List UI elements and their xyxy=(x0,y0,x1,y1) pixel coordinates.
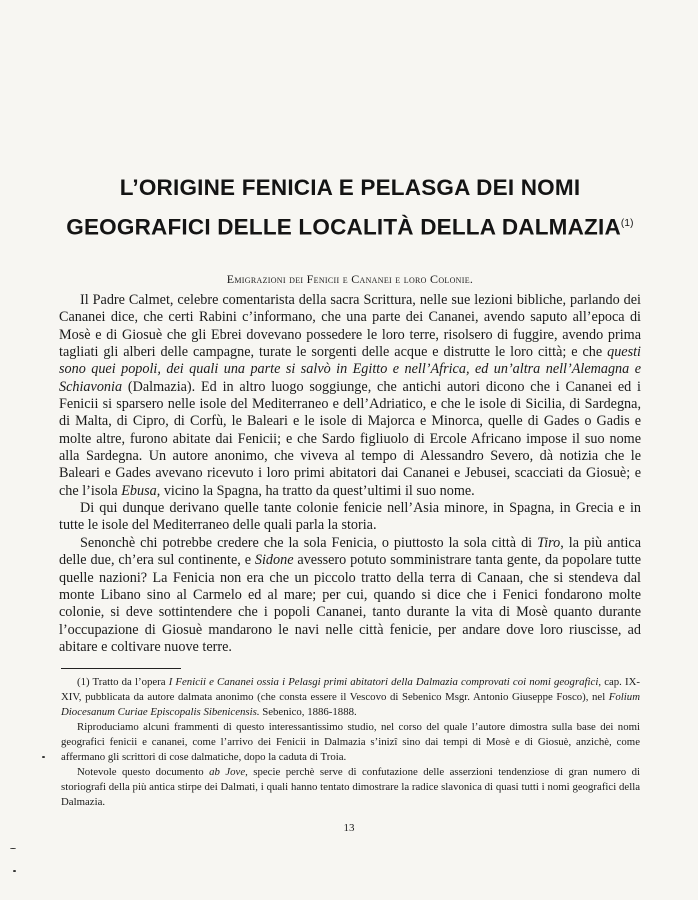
paragraph-1-italic-quote: questi sono quei popoli, dei quali una parte si salvò in Egitto e nell’Africa, ed un’altra nell’Alemagna e Schiavonia xyxy=(59,344,641,395)
scan-speck xyxy=(10,848,16,849)
paragraph-3 xyxy=(59,535,641,656)
paragraph-3-italic-tiro: Tiro xyxy=(537,534,561,551)
footnote-3-italic-ab-jove: ab Jove xyxy=(209,766,246,778)
footnote-1-text-e: Sebenico, 1886-1888. xyxy=(259,706,357,718)
page-number: 13 xyxy=(343,822,355,834)
title-line-2-text: GEOGRAFICI DELLE LOCALITÀ DELLA DALMAZIA xyxy=(66,214,621,240)
footnote-3-text-a: Notevole questo documento xyxy=(77,766,210,778)
paragraph-3-text-a: Senonchè chi potrebbe credere che la sola Fenicia, o piuttosto la sola città di xyxy=(80,534,538,551)
paragraph-1 xyxy=(59,292,641,500)
section-heading: Emigrazioni dei Fenicii e Cananei e loro Colonie. xyxy=(226,272,474,286)
footnote-1-italic-book-title: I Fenicii e Cananei ossia i Pelasgi primi abitatori della Dalmazia comprovati coi nomi geografici xyxy=(168,676,599,688)
footnote-1-italic-journal: Folium Diocesanum Curiae Episcopalis Sibenicensis. xyxy=(61,691,640,718)
paragraph-1-text-a: Il Padre Calmet, celebre comentarista della sacra Scrittura, nelle sue lezioni bibliche, parlando dei Cananei dice, che certi Rabini c’informano, che una parte dei Cananei, avendo saputo all’epoca di Mosè e di Giosuè che gli Ebrei dovevano possedere le loro terre, risolsero di fuggire, avendo prima tagliati gli alberi delle campagne, turate le sorgenti delle acque e distrutte le loro città; e che xyxy=(59,292,641,361)
title-line-2 xyxy=(60,206,640,246)
article-title xyxy=(60,170,640,246)
footnote-2: Riproduciamo alcuni frammenti di questo interessantissimo studio, nel corso del quale l’autore dimostra sulla base dei nomi geografici fenicii e cananei, come l’arrivo dei Fenicii in Dalmazia s’inizî sino dai tempi di Mosè e di Giosuè, anzichè, come affermano gli scrittori di cose dalmatiche, dopo la caduta di Troia. xyxy=(61,721,640,763)
paragraph-1-text-c: (Dalmazia). Ed in altro luogo soggiunge, che antichi autori dicono che i Cananei ed i Fenicii si sparsero nelle isole del Mediterraneo e dell’Adriatico, e che le isole di Sicilia, di Sardegna, di Malta, di Cipro, di Corfù, le Baleari e le isole di Majorca e Minorca, quelle di Gades o Gadis e molte altre, furono abitate dai Fenicii; e che Sardo figliuolo di Ercole Africano impose il suo nome alla Sardegna. Un autore anonimo, che viveva al tempo di Alessandro Severo, dà notizia che le Baleari e Gades avevano ricevuto i loro primi abitatori dai Cananei e Jebusei, scacciati da Giosuè; e che l’isola xyxy=(59,378,641,499)
footnote-1-text-c: , cap. IX-XIV, pubblicata da autore dalmata anonimo (che consta essere il Vescovo di Sebenico Msgr. Antonio Giuseppe Fosco), nel xyxy=(61,676,640,703)
scan-speck xyxy=(42,756,45,758)
paragraph-2: Di qui dunque derivano quelle tante colonie fenicie nell’Asia minore, in Spagna, in Grecia e in tutte le isole del Mediterraneo delle quali parla la storia. xyxy=(59,500,641,534)
paragraph-3-italic-sidone: Sidone xyxy=(254,552,294,569)
paragraph-3-text-e: avessero potuto somministrare tanta gente, da popolare tutte quelle nazioni? La Fenicia non era che un piccolo tratto della terra di Canaan, che si stendeva dal monte Libano sino al Carmelo ed al mare; per cui, quando si dice che i Fenici fondarono molte colonie, si deve sottintendere che i popoli Cananei, tanto durante la vita di Mosè quanto durante l’occupazione di Giosuè mandarono le navi nelle città fenicie, per andare dove loro riuscisse, ad abitare e coltivare nuove terre. xyxy=(59,552,642,655)
scan-speck xyxy=(13,870,16,872)
paragraph-1-text-e: , vicino la Spagna, ha tratto da quest’ultimi il suo nome. xyxy=(156,482,475,499)
footnotes xyxy=(61,675,640,810)
footnote-separator xyxy=(61,668,181,669)
footnote-1 xyxy=(61,675,640,720)
title-line-1: L’ORIGINE FENICIA E PELASGA DEI NOMI xyxy=(119,175,581,200)
footnote-3 xyxy=(61,765,640,810)
paragraph-3-text-c: , la più antica delle due, ch’era sul continente, e xyxy=(59,534,641,569)
footnote-1-text-a: (1) Tratto da l’opera xyxy=(77,676,169,688)
article-body xyxy=(59,292,641,656)
title-footnote-marker[interactable]: (1) xyxy=(620,218,634,229)
footnote-3-text-c: , specie perchè serve di confutazione delle asserzioni tendenziose di gran numero di storiografi della più antica stirpe dei Dalmati, i quali hanno tentato dimostrare la radice slavonica di quasi tutti i nomi geografici della Dalmazia. xyxy=(61,766,640,808)
paragraph-1-italic-ebusa: Ebusa xyxy=(121,482,157,499)
